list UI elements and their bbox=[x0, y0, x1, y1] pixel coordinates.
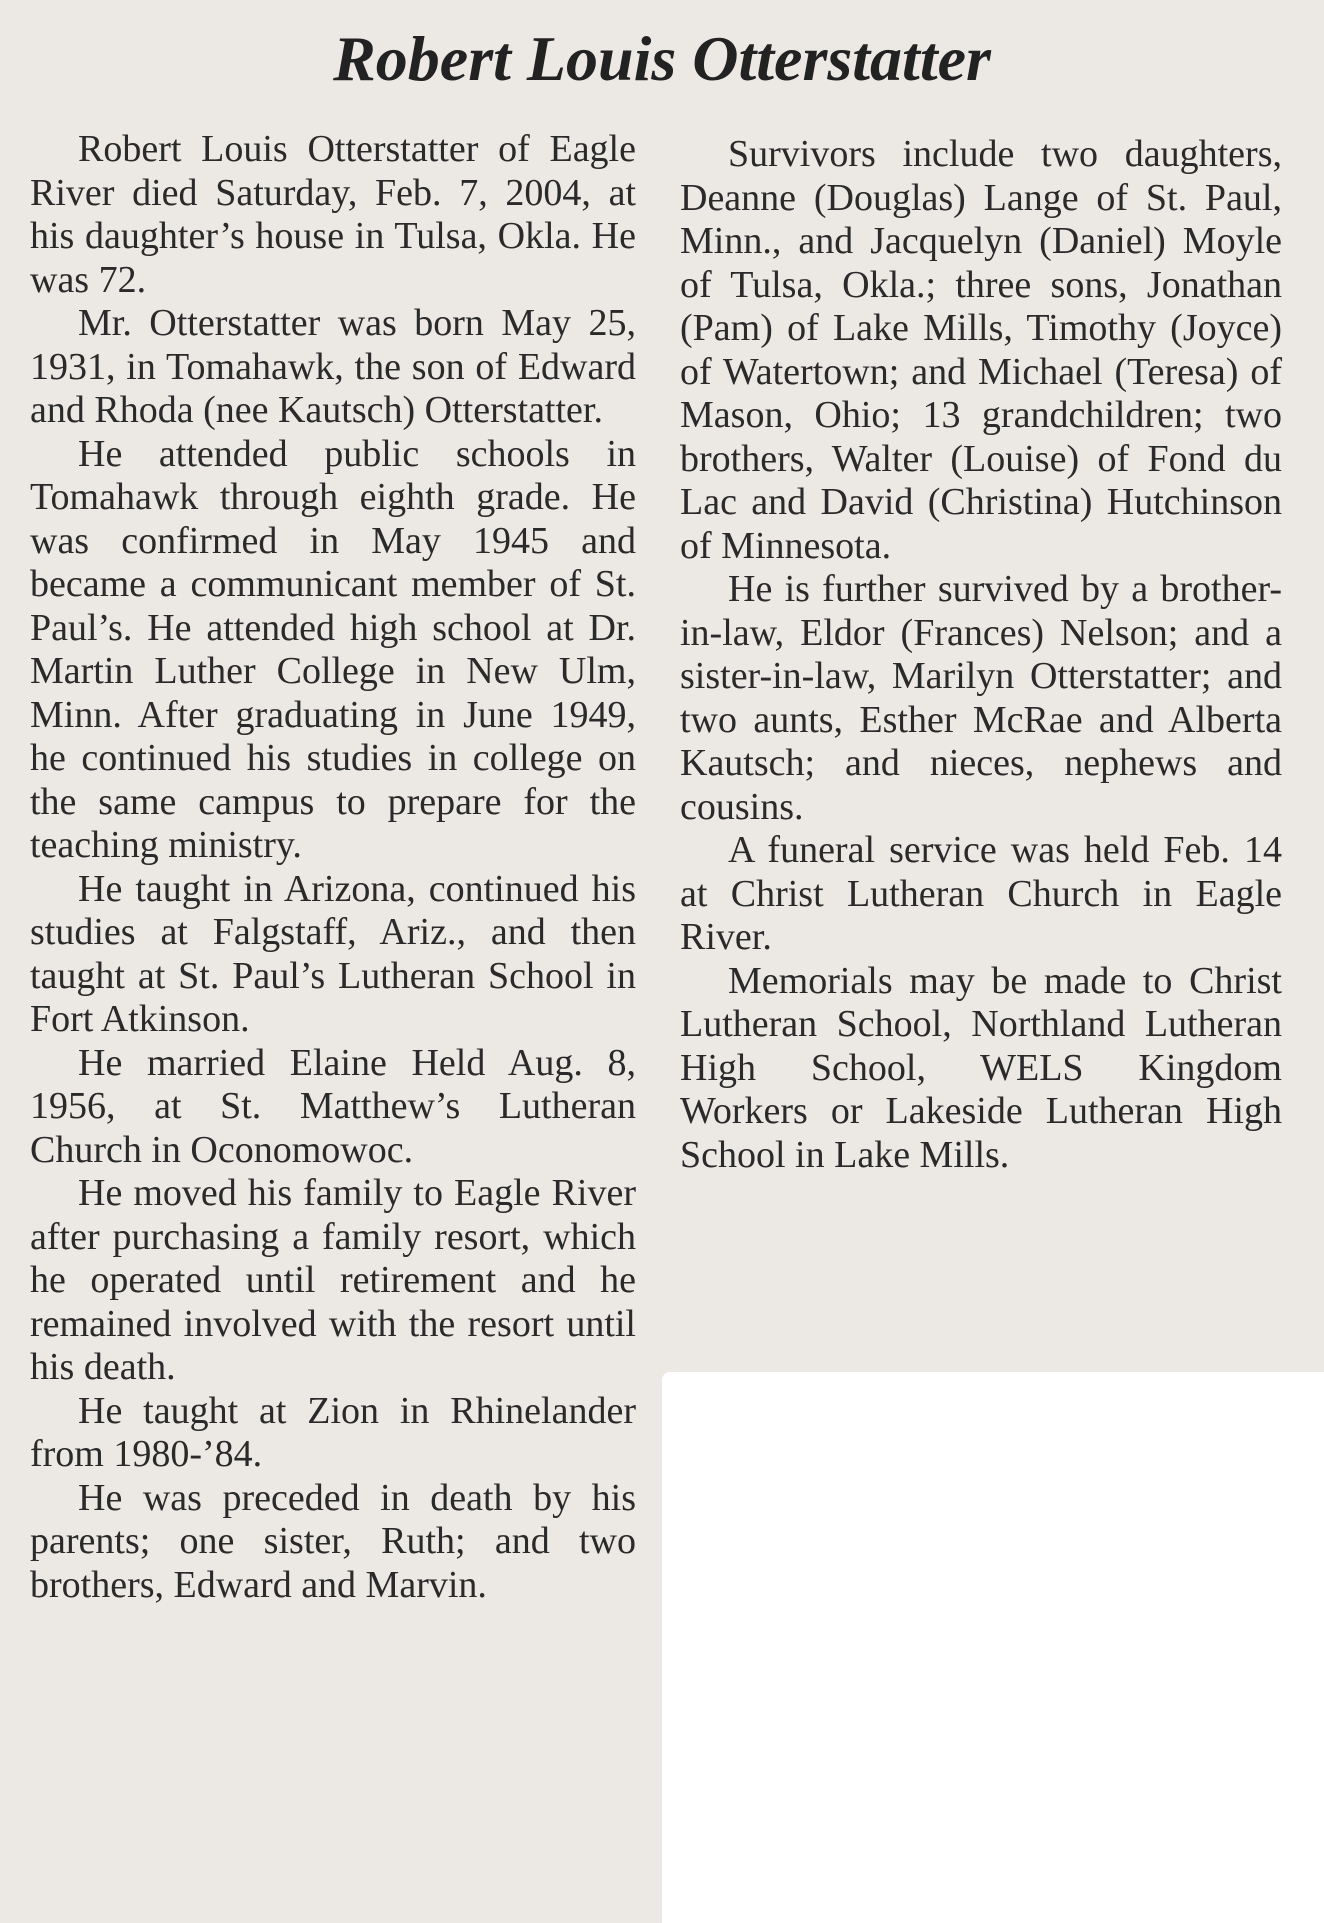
paragraph: He moved his family to Eagle River after purchasing a family resort, which he operated until retirement and he remained involved with the resort until his death. bbox=[30, 1172, 636, 1388]
paragraph: Survivors include two daughters, Deanne (Douglas) Lange of St. Paul, Minn., and Jacquelyn (Daniel) Moyle of Tulsa, Okla.; three sons, Jonathan (Pam) of Lake Mills, Timothy (Joyce) of Watertown; and Michael (Teresa) of Mason, Ohio; 13 grandchildren; two brothers, Walter (Louise) of Fond du Lac and David (Christina) Hutchinson of Minnesota. bbox=[680, 133, 1282, 567]
paragraph: Robert Louis Otterstatter of Eagle River died Saturday, Feb. 7, 2004, at his daughter’s house in Tulsa, Okla. He was 72. bbox=[30, 128, 636, 301]
paragraph: He taught at Zion in Rhinelander from 1980-’84. bbox=[30, 1389, 636, 1475]
paragraph: He taught in Arizona, continued his studies at Falgstaff, Ariz., and then taught at St. Paul’s Lutheran School in Fort Atkinson. bbox=[30, 867, 636, 1040]
paragraph: A funeral service was held Feb. 14 at Christ Lutheran Church in Eagle River. bbox=[680, 829, 1282, 958]
left-column bbox=[30, 128, 636, 1607]
paragraph: Memorials may be made to Christ Lutheran School, Northland Lutheran High School, WELS Kingdom Workers or Lakeside Lutheran High School in Lake Mills. bbox=[680, 959, 1282, 1176]
paragraph: He is further survived by a brother-in-law, Eldor (Frances) Nelson; and a sister-in-law, Marilyn Otterstatter; and two aunts, Esther McRae and Alberta Kautsch; and nieces, nephews and cousins. bbox=[680, 568, 1282, 828]
right-column bbox=[680, 133, 1282, 1177]
paragraph: Mr. Otterstatter was born May 25, 1931, in Tomahawk, the son of Edward and Rhoda (nee Kautsch) Otterstatter. bbox=[30, 302, 636, 431]
paragraph: He was preceded in death by his parents; one sister, Ruth; and two brothers, Edward and Marvin. bbox=[30, 1476, 636, 1606]
obituary-title: Robert Louis Otterstatter bbox=[333, 23, 991, 94]
paragraph: He married Elaine Held Aug. 8, 1956, at St. Matthew’s Lutheran Church in Oconomowoc. bbox=[30, 1041, 636, 1171]
paragraph: He attended public schools in Tomahawk through eighth grade. He was confirmed in May 1945 and became a communicant member of St. Paul’s. He attended high school at Dr. Martin Luther College in New Ulm, Minn. After graduating in June 1949, he continued his studies in college on the same campus to prepare for the teaching ministry. bbox=[30, 432, 636, 866]
blank-area bbox=[662, 1372, 1324, 1923]
